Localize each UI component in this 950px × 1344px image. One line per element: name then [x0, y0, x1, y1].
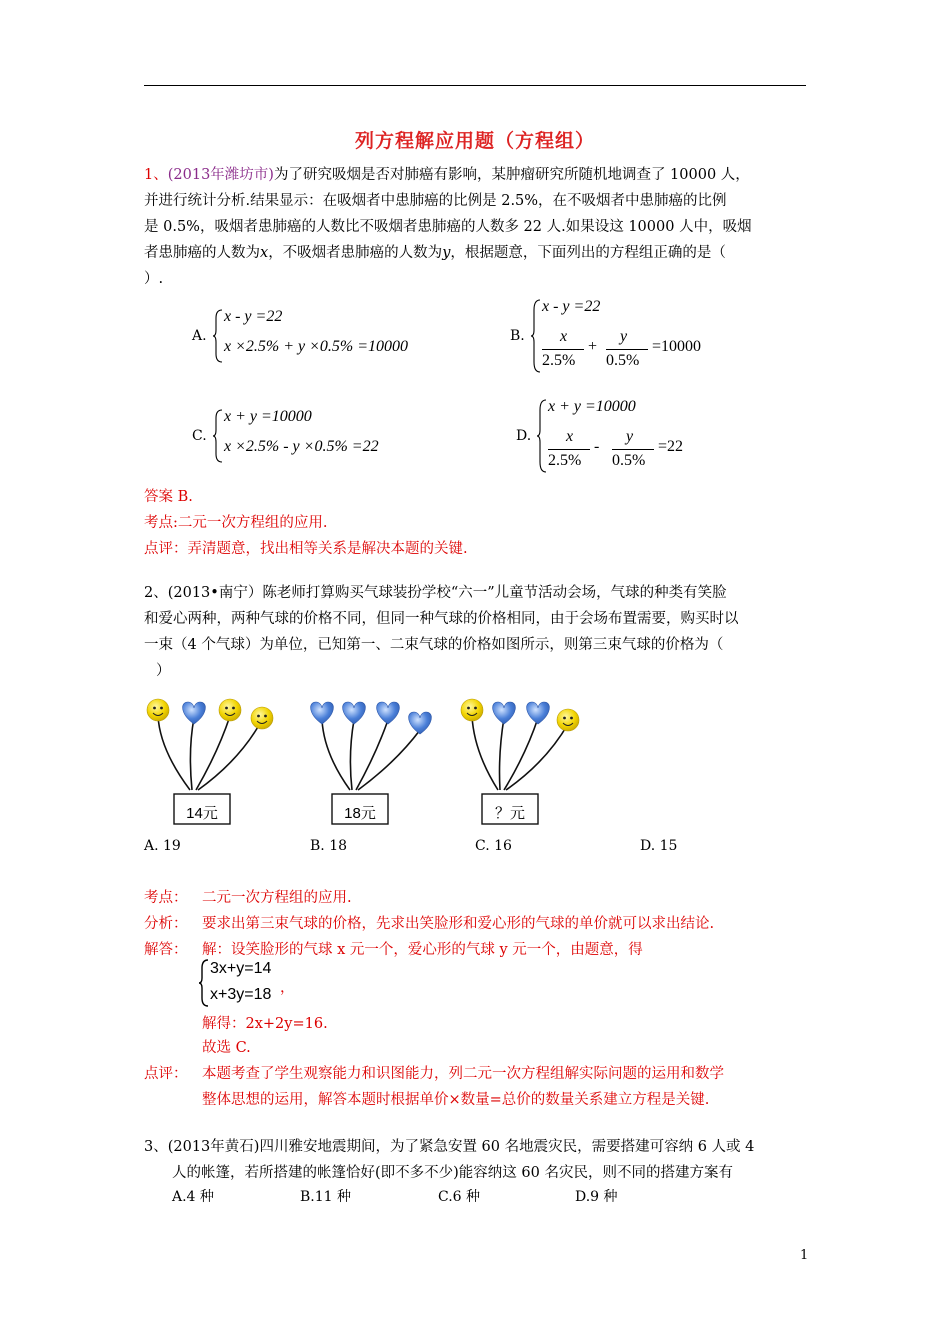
option-a-eq2: x ×2.5% + y ×0.5% =10000: [224, 338, 409, 355]
q3-choice-d: D.9 种: [575, 1189, 618, 1205]
q1-text: [144, 162, 808, 292]
q2-line4: ）: [156, 663, 171, 679]
price-label-3: ？元: [494, 805, 525, 822]
q1-var-y: y: [442, 245, 451, 261]
page-number: 1: [800, 1248, 809, 1263]
option-d-eq1: x + y =10000: [548, 398, 636, 415]
option-d-fracbar2: [612, 449, 654, 450]
q2-dp-text1: 本题考查了学生观察能力和识图能力，列二元一次方程组解实际问题的运用和数学: [202, 1066, 724, 1082]
q2-jd-label: 解答：: [144, 942, 188, 958]
option-a-label: A.: [192, 328, 207, 344]
option-d-label: D.: [516, 428, 532, 444]
q1-line4c: ，根据题意，下面列出的方程组正确的是（: [450, 245, 726, 261]
q3-choice-c: C.6 种: [438, 1189, 481, 1205]
option-b-brace: [530, 298, 542, 374]
q3-line2: 人的帐篷，若所搭建的帐篷恰好(即不多不少)能容纳这 60 名灾民，则不同的搭建方案有: [172, 1165, 733, 1181]
option-b-op: +: [588, 338, 598, 355]
q2-jd-text: 解：设笑脸形的气球 x 元一个，爱心形的气球 y 元一个，由题意，得: [202, 942, 643, 958]
heart-balloon-icon: [527, 702, 550, 724]
price-label-2: 18元: [344, 805, 376, 822]
q2-sys-eq2: x+3y=18: [210, 986, 272, 1003]
q2-dp-text2: 整体思想的运用，解答本题时根据单价×数量=总价的数量关系建立方程是关键.: [202, 1092, 710, 1108]
option-b-eq1: x - y =22: [542, 298, 601, 315]
heart-balloon-icon: [311, 702, 334, 724]
q1-comment: 点评：弄清题意，找出相等关系是解决本题的关键.: [144, 541, 468, 557]
heart-balloon-icon: [377, 702, 400, 724]
q2-choice-c: C. 16: [475, 838, 512, 854]
q1-var-x: x: [260, 245, 269, 261]
q1-line4a: 者患肺癌的人数为: [144, 245, 260, 261]
q2-choice-d: D. 15: [640, 838, 678, 854]
option-c-eq2: x ×2.5% - y ×0.5% =22: [224, 438, 379, 455]
smile-balloon-icon: [147, 699, 169, 721]
option-b-fracbar1: [542, 349, 584, 350]
option-c-brace: [212, 408, 224, 464]
q2-fx-text: 要求出第三束气球的价格，先求出笑脸形和爱心形的气球的单价就可以求出结论.: [202, 916, 715, 932]
option-b-label: B.: [510, 328, 525, 344]
q2-choice-a: A. 19: [144, 838, 181, 854]
option-d-den2: 0.5%: [612, 452, 646, 469]
option-c-label: C.: [192, 428, 207, 444]
q2-sys-eq1: 3x+y=14: [210, 960, 272, 977]
q1-number: 1、: [144, 167, 168, 183]
q2-jd-line3: 故选 C.: [202, 1040, 251, 1056]
top-rule: [144, 85, 806, 86]
q2-choice-b: B. 18: [310, 838, 348, 854]
heart-balloon-icon: [183, 702, 206, 724]
option-b-num1: x: [560, 328, 568, 345]
q2-kd-text: 二元一次方程组的应用.: [202, 890, 352, 906]
q2-sys-comma: ，: [280, 980, 295, 996]
q2-line1: 2、(2013•南宁）陈老师打算购买气球装扮学校“六一”儿童节活动会场，气球的种类有笑脸: [144, 585, 727, 601]
option-d-fracbar1: [548, 449, 590, 450]
q2-system-brace: [198, 958, 210, 1008]
q1-line4b: ，不吸烟者患肺癌的人数为: [268, 245, 443, 261]
option-d-den1: 2.5%: [548, 452, 582, 469]
q1-line5: ）.: [144, 271, 164, 287]
option-a-brace: [212, 308, 224, 364]
q2-fx-label: 分析：: [144, 916, 188, 932]
q3-line1: 3、(2013年黄石)四川雅安地震期间，为了紧急安置 60 名地震灾民，需要搭建可容纳 6 人或 4: [144, 1139, 755, 1155]
option-d-op: -: [594, 438, 600, 455]
smile-balloon-icon: [251, 707, 273, 729]
smile-balloon-icon: [557, 709, 579, 731]
option-b-fracbar2: [606, 349, 648, 350]
option-d-num2: y: [626, 428, 634, 445]
option-b-num2: y: [620, 328, 628, 345]
page-title: 列方程解应用题（方程组）: [354, 130, 595, 152]
smile-balloon-icon: [461, 699, 483, 721]
q3-text: [144, 1134, 808, 1186]
q2-line3: 一束（4 个气球）为单位，已知第一、二束气球的价格如图所示，则第三束气球的价格为（: [144, 637, 724, 653]
q1-source: (2013年潍坊市): [167, 167, 274, 183]
heart-balloon-icon: [343, 702, 366, 724]
q2-dp-label: 点评：: [144, 1066, 188, 1082]
heart-balloon-icon: [493, 702, 516, 724]
smile-balloon-icon: [219, 699, 241, 721]
q3-choice-b: B.11 种: [300, 1189, 352, 1205]
q1-line2: 并进行统计分析.结果显示：在吸烟者中患肺癌的比例是 2.5%，在不吸烟者中患肺癌的比例: [144, 193, 727, 209]
option-a-eq1: x - y =22: [224, 308, 283, 325]
q2-jd-line2: 解得：2x+2y=16.: [202, 1016, 328, 1032]
q1-line3: 是 0.5%，吸烟者患肺癌的人数比不吸烟者患肺癌的人数多 22 人.如果设这 10000 人中，吸烟: [144, 219, 752, 235]
q1-line1: 为了研究吸烟是否对肺癌有影响，某肿瘤研究所随机地调查了 10000 人，: [273, 167, 750, 183]
heart-balloon-icon: [409, 712, 432, 734]
option-c-eq1: x + y =10000: [224, 408, 312, 425]
option-d-brace: [536, 398, 548, 474]
option-b-den1: 2.5%: [542, 352, 576, 369]
option-b-rhs: =10000: [652, 338, 702, 355]
option-b-den2: 0.5%: [606, 352, 640, 369]
q2-kd-label: 考点：: [144, 890, 188, 906]
q1-answer: 答案 B.: [144, 489, 193, 505]
price-label-1: 14元: [186, 805, 218, 822]
option-d-num1: x: [566, 428, 574, 445]
q3-choice-a: A.4 种: [172, 1189, 214, 1205]
q1-solution: [144, 484, 808, 562]
option-d-rhs: =22: [658, 438, 684, 455]
q1-point: 考点:二元一次方程组的应用.: [144, 515, 328, 531]
q2-line2: 和爱心两种，两种气球的价格不同，但同一种气球的价格相同，由于会场布置需要，购买时以: [144, 611, 739, 627]
q2-text: [144, 580, 808, 684]
